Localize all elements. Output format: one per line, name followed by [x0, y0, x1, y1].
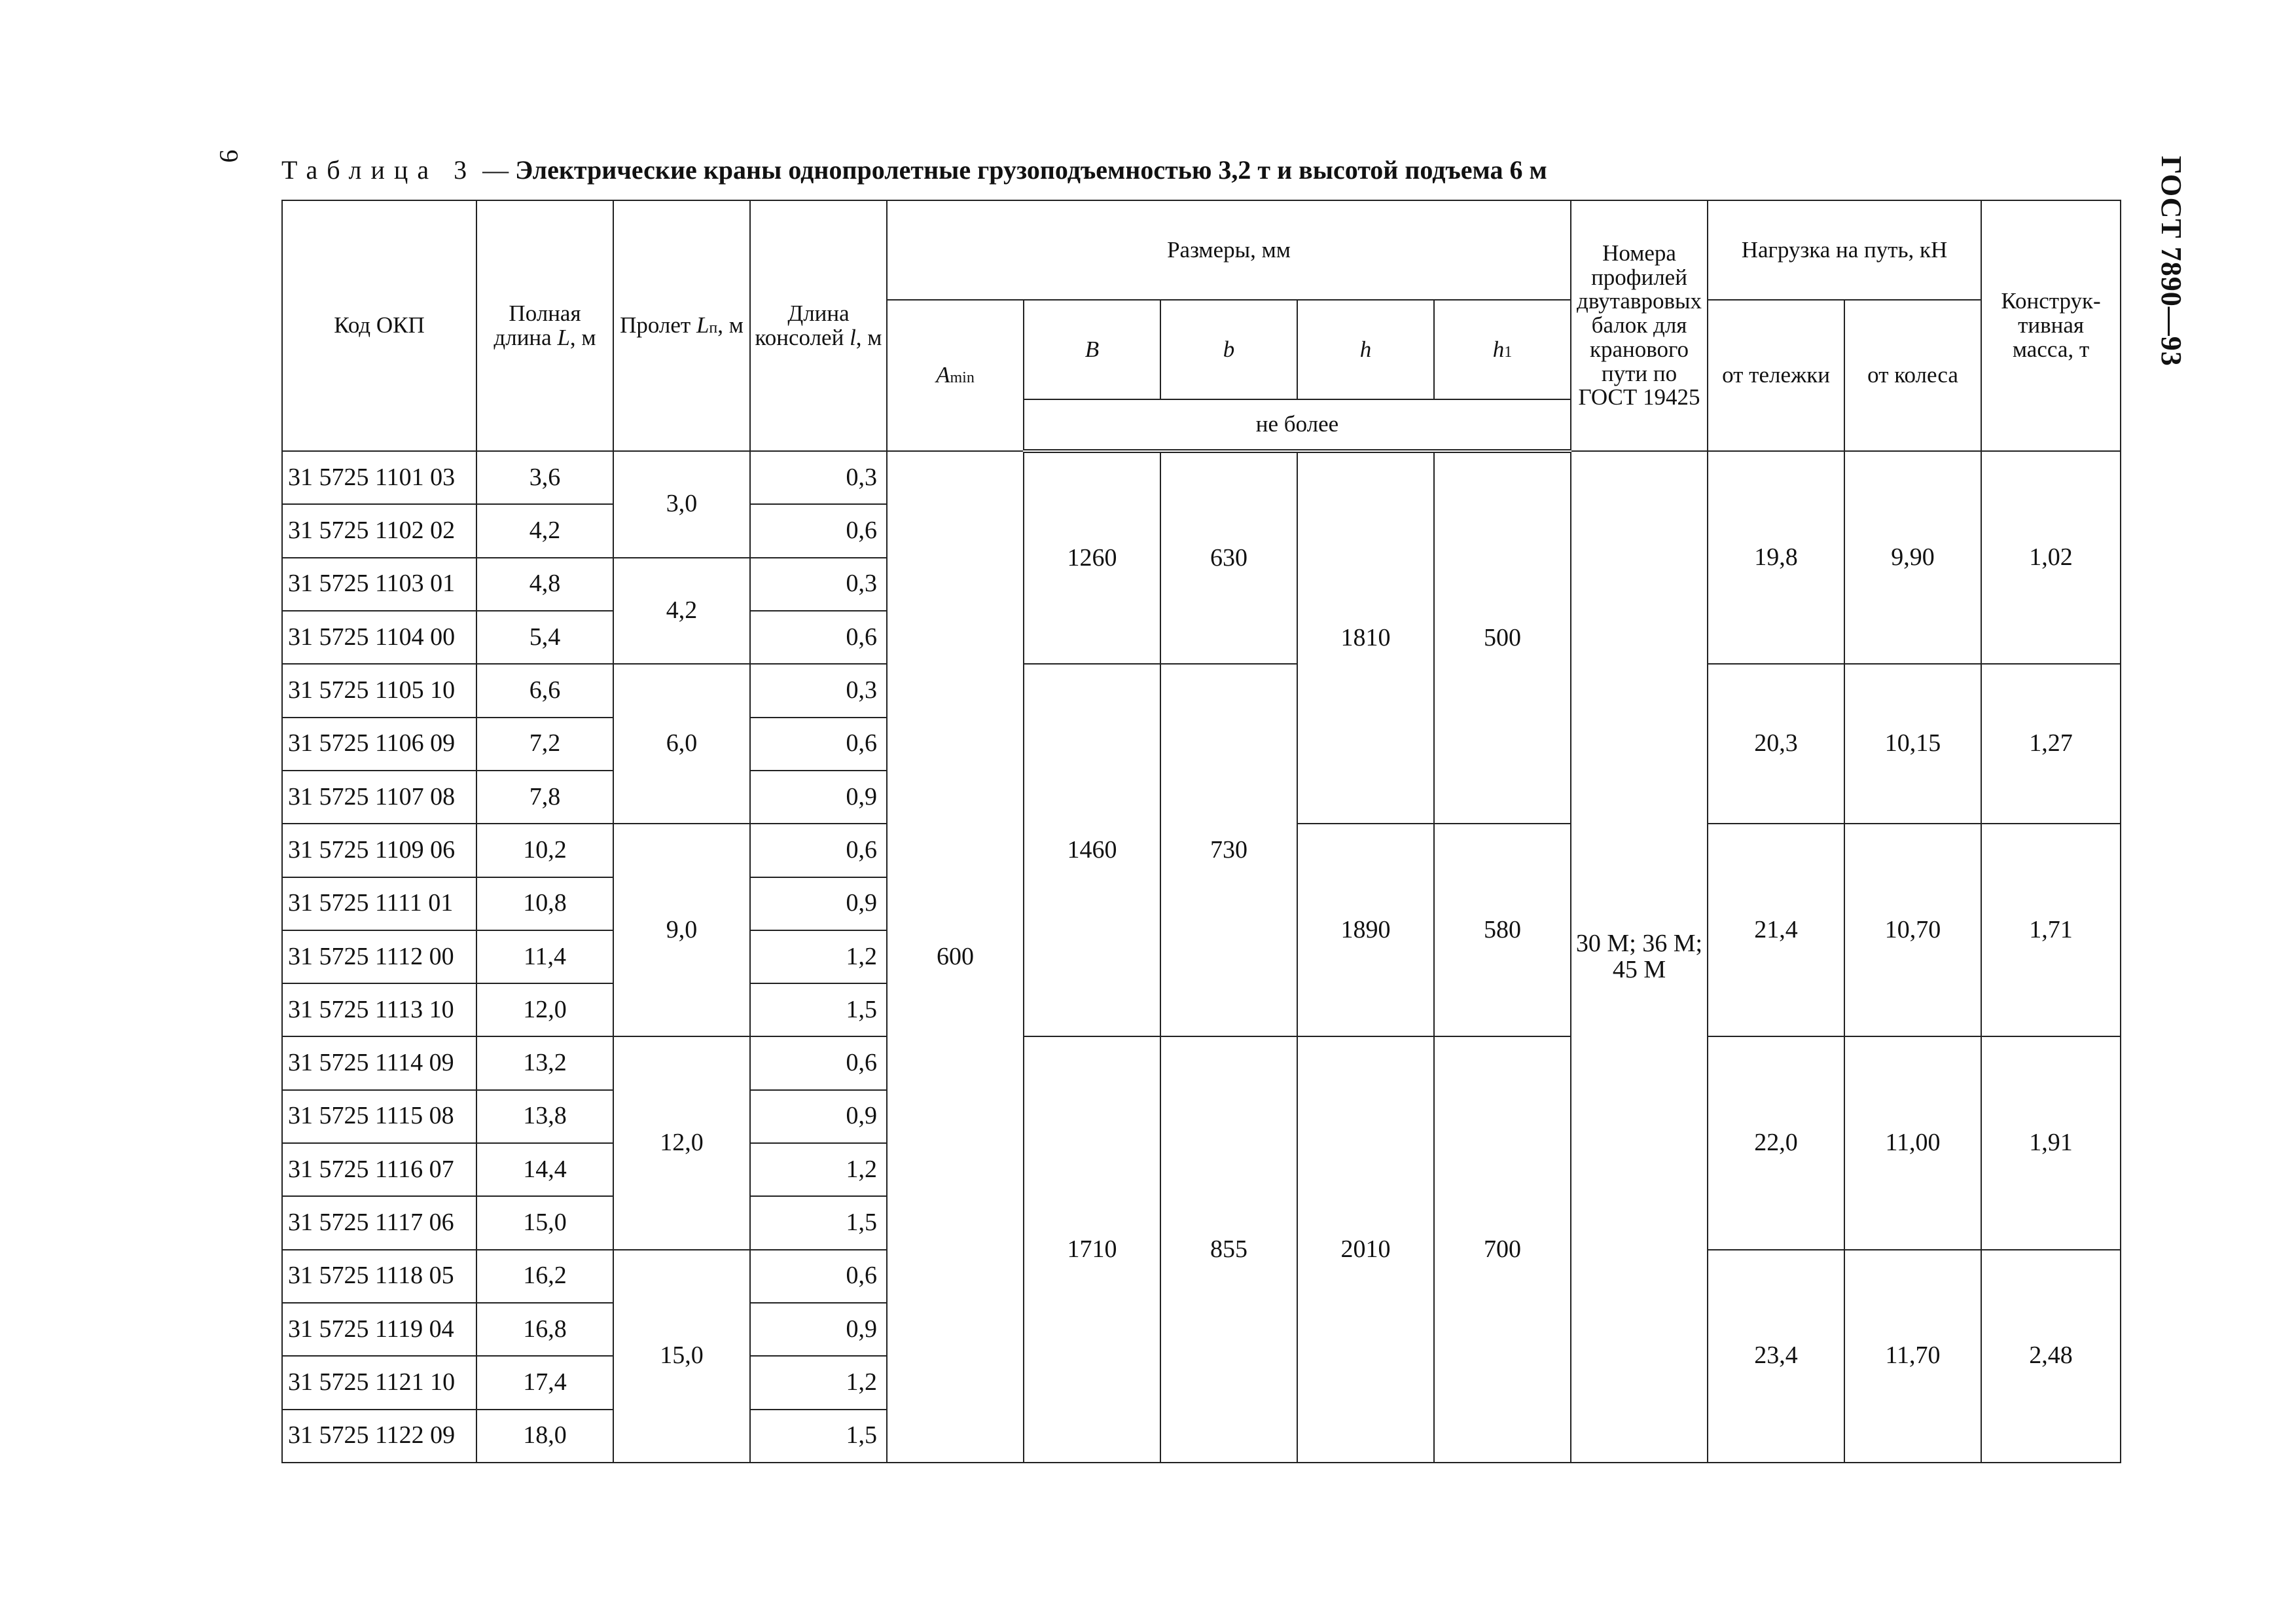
table-cell-mass: 1,91: [1981, 1036, 2121, 1249]
table-cell-code: 31 5725 1101 03: [282, 451, 476, 504]
table-cell-trolley-load: 22,0: [1708, 1036, 1844, 1249]
header-from-trolley: от тележки: [1708, 300, 1844, 451]
table-cell-code: 31 5725 1109 06: [282, 824, 476, 877]
table-cell-console: 0,3: [750, 664, 887, 717]
table-cell-a-min: 600: [887, 451, 1024, 1463]
table-cell-span: 9,0: [613, 824, 750, 1036]
standard-header: ГОСТ 7890—93: [2155, 156, 2187, 367]
table-cell-code: 31 5725 1119 04: [282, 1303, 476, 1356]
header-from-wheel: от колеса: [1844, 300, 1981, 451]
table-cell-length: 12,0: [476, 983, 613, 1036]
header-h1: h1: [1434, 300, 1571, 399]
page-number: 9: [214, 149, 244, 163]
table-cell-code: 31 5725 1115 08: [282, 1090, 476, 1143]
table-cell-length: 17,4: [476, 1356, 613, 1409]
header-b: b: [1160, 300, 1297, 399]
table-cell-mass: 1,71: [1981, 824, 2121, 1036]
table-cell-wheel-load: 11,00: [1844, 1036, 1981, 1249]
table-cell-mass: 2,48: [1981, 1250, 2121, 1463]
table-cell-console: 0,9: [750, 877, 887, 930]
table-cell-profiles: 30 М; 36 М; 45 М: [1571, 451, 1708, 1463]
table-cell-code: 31 5725 1103 01: [282, 558, 476, 611]
table-cell-console: 0,6: [750, 1250, 887, 1303]
table-cell-wheel-load: 11,70: [1844, 1250, 1981, 1463]
table-cell-trolley-load: 21,4: [1708, 824, 1844, 1036]
table-cell-console: 1,2: [750, 930, 887, 983]
table-cell-wheel-load: 10,70: [1844, 824, 1981, 1036]
table-cell-code: 31 5725 1116 07: [282, 1143, 476, 1196]
table-cell-console: 1,5: [750, 1410, 887, 1463]
header-code: Код ОКП: [282, 200, 476, 451]
table-cell-h: 1890: [1297, 824, 1434, 1036]
table-cell-code: 31 5725 1104 00: [282, 611, 476, 664]
header-B: B: [1024, 300, 1160, 399]
table-cell-code: 31 5725 1111 01: [282, 877, 476, 930]
table-cell-console: 0,6: [750, 824, 887, 877]
header-a-min: Amin: [887, 300, 1024, 451]
table-cell-code: 31 5725 1105 10: [282, 664, 476, 717]
header-not-more-sizes: не более: [1024, 399, 1571, 451]
table-cell-length: 5,4: [476, 611, 613, 664]
table-caption: [281, 155, 1547, 185]
table-cell-B: 1710: [1024, 1036, 1160, 1463]
header-h: h: [1297, 300, 1434, 399]
table-cell-span: 6,0: [613, 664, 750, 824]
table-cell-mass: 1,02: [1981, 451, 2121, 664]
table-cell-length: 10,2: [476, 824, 613, 877]
table-cell-length: 16,8: [476, 1303, 613, 1356]
table-cell-length: 14,4: [476, 1143, 613, 1196]
table-cell-length: 4,2: [476, 504, 613, 557]
table-cell-console: 0,6: [750, 504, 887, 557]
header-sizes: Размеры, мм: [887, 200, 1571, 300]
header-profiles: Номера профилей двутавровых балок для кранового пути по ГОСТ 19425: [1571, 200, 1708, 451]
table-cell-code: 31 5725 1112 00: [282, 930, 476, 983]
table-cell-length: 10,8: [476, 877, 613, 930]
table-cell-console: 0,6: [750, 611, 887, 664]
header-console: Длина консолей l, м: [750, 200, 887, 451]
table-cell-console: 0,6: [750, 1036, 887, 1089]
table-cell-length: 7,2: [476, 718, 613, 771]
table-cell-length: 4,8: [476, 558, 613, 611]
table-cell-code: 31 5725 1122 09: [282, 1410, 476, 1463]
table-cell-trolley-load: 20,3: [1708, 664, 1844, 824]
table-cell-b: 730: [1160, 664, 1297, 1036]
table-cell-span: 15,0: [613, 1250, 750, 1463]
table-cell-length: 11,4: [476, 930, 613, 983]
header-load: Нагрузка на путь, кН: [1708, 200, 1981, 300]
table-cell-code: 31 5725 1113 10: [282, 983, 476, 1036]
table-cell-length: 6,6: [476, 664, 613, 717]
table-cell-console: 0,6: [750, 718, 887, 771]
table-cell-code: 31 5725 1107 08: [282, 771, 476, 824]
table-cell-code: 31 5725 1106 09: [282, 718, 476, 771]
table-cell-code: 31 5725 1114 09: [282, 1036, 476, 1089]
table-cell-length: 13,2: [476, 1036, 613, 1089]
table-cell-h: 2010: [1297, 1036, 1434, 1463]
table-cell-length: 3,6: [476, 451, 613, 504]
table-caption-prefix: Таблица 3: [281, 155, 476, 185]
table-cell-wheel-load: 10,15: [1844, 664, 1981, 824]
table-cell-span: 4,2: [613, 558, 750, 665]
table-cell-b: 855: [1160, 1036, 1297, 1463]
table-cell-length: 18,0: [476, 1410, 613, 1463]
table-caption-dash: —: [476, 155, 516, 185]
table-cell-console: 0,9: [750, 771, 887, 824]
table-cell-console: 0,3: [750, 558, 887, 611]
header-mass: Конструк-тивная масса, т: [1981, 200, 2121, 451]
table-caption-title: Электрические краны однопролетные грузоподъемностью 3,2 т и высотой подъема 6 м: [515, 155, 1547, 185]
table-cell-code: 31 5725 1117 06: [282, 1196, 476, 1249]
table-cell-length: 7,8: [476, 771, 613, 824]
table-cell-span: 3,0: [613, 451, 750, 558]
table-cell-B: 1260: [1024, 451, 1160, 664]
table-cell-b: 630: [1160, 451, 1297, 664]
table-cell-span: 12,0: [613, 1036, 750, 1249]
header-length: Полная длина L, м: [476, 200, 613, 451]
table-cell-trolley-load: 23,4: [1708, 1250, 1844, 1463]
table-cell-console: 0,9: [750, 1303, 887, 1356]
table-cell-trolley-load: 19,8: [1708, 451, 1844, 664]
table-cell-h1: 580: [1434, 824, 1571, 1036]
table-cell-length: 13,8: [476, 1090, 613, 1143]
table-cell-console: 1,5: [750, 983, 887, 1036]
cranes-table: [281, 200, 2121, 1463]
table-cell-console: 1,5: [750, 1196, 887, 1249]
table-cell-console: 1,2: [750, 1356, 887, 1409]
table-cell-h: 1810: [1297, 451, 1434, 824]
table-cell-B: 1460: [1024, 664, 1160, 1036]
table-cell-length: 16,2: [476, 1250, 613, 1303]
table-cell-code: 31 5725 1118 05: [282, 1250, 476, 1303]
header-span: Пролет Lп, м: [613, 200, 750, 451]
table-cell-console: 0,3: [750, 451, 887, 504]
table-cell-console: 0,9: [750, 1090, 887, 1143]
table-cell-h1: 500: [1434, 451, 1571, 824]
table-cell-code: 31 5725 1121 10: [282, 1356, 476, 1409]
table-cell-wheel-load: 9,90: [1844, 451, 1981, 664]
table-cell-code: 31 5725 1102 02: [282, 504, 476, 557]
table-cell-mass: 1,27: [1981, 664, 2121, 824]
table-cell-length: 15,0: [476, 1196, 613, 1249]
table-cell-h1: 700: [1434, 1036, 1571, 1463]
table-cell-console: 1,2: [750, 1143, 887, 1196]
